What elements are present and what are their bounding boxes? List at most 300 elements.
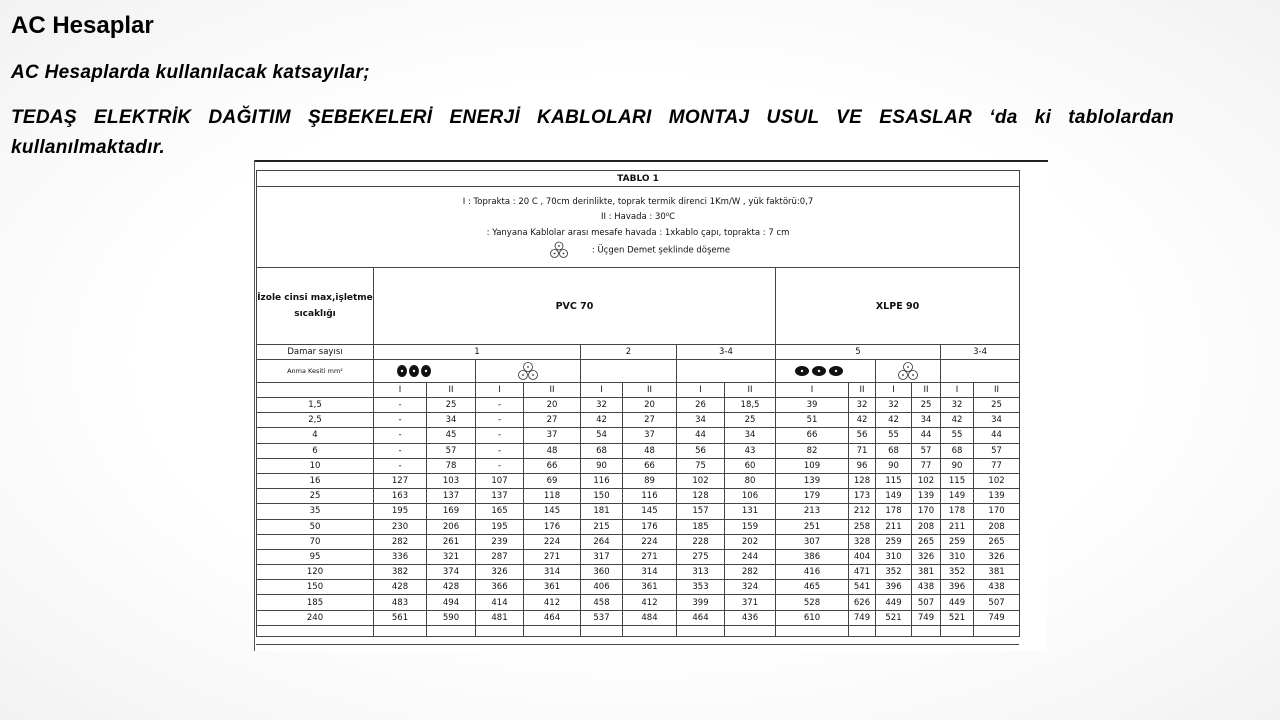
empty-cell [374, 625, 427, 636]
trefoil-cable-cell [876, 360, 941, 383]
table-row [257, 458, 1020, 473]
flat-three-cable-icon [396, 363, 436, 379]
table-row [257, 413, 1020, 428]
table-cell: 82 [776, 443, 849, 458]
table-cell: 386 [776, 549, 849, 564]
table-cell: 428 [427, 580, 476, 595]
empty-cell [941, 360, 1020, 383]
table-cell: 66 [524, 458, 581, 473]
flat-three-cable-icon [794, 364, 844, 378]
table-cell: 170 [912, 504, 941, 519]
table-cell: 438 [912, 580, 941, 595]
table-cell: 32 [941, 398, 974, 413]
table-cell: 176 [524, 519, 581, 534]
table-cell: 352 [876, 565, 912, 580]
table-cell: 195 [374, 504, 427, 519]
top-rule [255, 160, 1048, 162]
table-cell: 51 [776, 413, 849, 428]
table-cell: 366 [476, 580, 524, 595]
table-cell: 137 [476, 489, 524, 504]
trefoil-cable-icon [546, 241, 572, 259]
table-cell: 416 [776, 565, 849, 580]
table-cell: 115 [876, 473, 912, 488]
cross-section-cell: 120 [257, 565, 374, 580]
table-cell: 428 [374, 580, 427, 595]
xlpe-group-header: XLPE 90 [776, 268, 1020, 345]
slide-body-text: TEDAŞ ELEKTRİK DAĞITIM ŞEBEKELERİ ENERJİ KABLOLARI MONTAJ USUL VE ESASLAR ‘da ki tablolardan kullanılmaktadır. [11, 107, 1174, 158]
note-trefoil: : Üçgen Demet şeklinde döşeme [257, 241, 1019, 259]
table-cell: 336 [374, 549, 427, 564]
table-cell: 56 [849, 428, 876, 443]
table-cell: 314 [524, 565, 581, 580]
table-cell: 109 [776, 458, 849, 473]
table-cell: 412 [623, 595, 677, 610]
slide-title: AC Hesaplar [11, 12, 154, 39]
table-cell: 352 [941, 565, 974, 580]
table-row [257, 428, 1020, 443]
subheader-cell: II [849, 383, 876, 398]
subheader-cell: I [776, 383, 849, 398]
table-cell: 43 [725, 443, 776, 458]
table-cell: 178 [941, 504, 974, 519]
table-cell: 107 [476, 473, 524, 488]
table-header-row [257, 268, 1020, 345]
empty-cell [677, 625, 725, 636]
cross-section-cell: 10 [257, 458, 374, 473]
table-cell: 313 [677, 565, 725, 580]
table-cell: - [374, 428, 427, 443]
table-cell: 54 [581, 428, 623, 443]
table-cell: 149 [941, 489, 974, 504]
table-row [257, 519, 1020, 534]
empty-cell [524, 625, 581, 636]
table-cell: 176 [623, 519, 677, 534]
table-row [257, 565, 1020, 580]
subheader-cell: II [524, 383, 581, 398]
cross-section-cell: 2,5 [257, 413, 374, 428]
table-cell: 57 [974, 443, 1020, 458]
table-cell: 749 [912, 610, 941, 625]
table-cell: 45 [427, 428, 476, 443]
table-cell: 215 [581, 519, 623, 534]
empty-cell [581, 360, 677, 383]
table-cell: 179 [776, 489, 849, 504]
table-cell: 32 [849, 398, 876, 413]
table-cell: - [374, 413, 427, 428]
table-cell: 89 [623, 473, 677, 488]
table-cell: - [476, 398, 524, 413]
flat-cable-cell [776, 360, 876, 383]
table-cell: 75 [677, 458, 725, 473]
bottom-rule [256, 644, 1019, 645]
table-cell: 42 [876, 413, 912, 428]
table-cell: 103 [427, 473, 476, 488]
table-cell: 282 [374, 534, 427, 549]
table-row [257, 580, 1020, 595]
table-cell: 37 [524, 428, 581, 443]
table-cell: 449 [941, 595, 974, 610]
table-cell: 145 [524, 504, 581, 519]
table-row [257, 534, 1020, 549]
table-cell: 449 [876, 595, 912, 610]
table-row [257, 595, 1020, 610]
table-cell: 265 [974, 534, 1020, 549]
note-side-by-side: : Yanyana Kablolar arası mesafe havada : 1xkablo çapı, toprakta : 7 cm [486, 227, 790, 238]
table-cell: 131 [725, 504, 776, 519]
table-cell: 169 [427, 504, 476, 519]
table-cell: 324 [725, 580, 776, 595]
table-row [257, 443, 1020, 458]
table-cell: 44 [677, 428, 725, 443]
table-cell: 149 [876, 489, 912, 504]
table-cell: 230 [374, 519, 427, 534]
table-cell: 25 [725, 413, 776, 428]
table-cell: 265 [912, 534, 941, 549]
table-cell: 25 [974, 398, 1020, 413]
table-cell: 77 [912, 458, 941, 473]
table-cell: 116 [623, 489, 677, 504]
subheader-cell: I [374, 383, 427, 398]
table-cell: 326 [476, 565, 524, 580]
table-title: TABLO 1 [257, 171, 1020, 187]
table-cell: 25 [912, 398, 941, 413]
table-cell: 406 [581, 580, 623, 595]
table-cell: 32 [876, 398, 912, 413]
table-cell: 396 [876, 580, 912, 595]
empty-cell [257, 625, 374, 636]
table-cell: 202 [725, 534, 776, 549]
table-cell: 68 [876, 443, 912, 458]
table-cell: 32 [581, 398, 623, 413]
table-cell: 34 [427, 413, 476, 428]
empty-cell [623, 625, 677, 636]
table-cell: 361 [524, 580, 581, 595]
empty-cell [941, 625, 974, 636]
table-cell: 212 [849, 504, 876, 519]
table-cell: 224 [623, 534, 677, 549]
table-cell: 412 [524, 595, 581, 610]
table-cell: - [476, 428, 524, 443]
table-cell: - [374, 458, 427, 473]
table-cell: 78 [427, 458, 476, 473]
table-cell: 258 [849, 519, 876, 534]
table-cell: 102 [677, 473, 725, 488]
table-cell: 55 [876, 428, 912, 443]
table-cell: 139 [776, 473, 849, 488]
empty-row [257, 625, 1020, 636]
table-cell: 310 [876, 549, 912, 564]
table-cell: 239 [476, 534, 524, 549]
cable-table-image [254, 160, 1047, 651]
cross-section-cell: 25 [257, 489, 374, 504]
subheader-cell: I [476, 383, 524, 398]
table-cell: - [374, 398, 427, 413]
table-cell: 561 [374, 610, 427, 625]
table-cell: 90 [581, 458, 623, 473]
table-cell: 57 [427, 443, 476, 458]
table-cell: 507 [912, 595, 941, 610]
table-cell: 68 [941, 443, 974, 458]
table-cell: 42 [581, 413, 623, 428]
table-cell: 521 [876, 610, 912, 625]
table-cell: 137 [427, 489, 476, 504]
pvc-group-header: PVC 70 [374, 268, 776, 345]
table-cell: 438 [974, 580, 1020, 595]
table-cell: 610 [776, 610, 849, 625]
table-cell: 139 [974, 489, 1020, 504]
table-cell: 27 [524, 413, 581, 428]
cross-section-cell: 16 [257, 473, 374, 488]
subheader-cell: II [974, 383, 1020, 398]
empty-cell [876, 625, 912, 636]
slide-subtitle: AC Hesaplarda kullanılacak katsayılar; [11, 62, 370, 83]
damar-label: Damar sayısı [257, 345, 374, 360]
table-cell: 178 [876, 504, 912, 519]
subheader-cell: II [912, 383, 941, 398]
cross-section-cell: 240 [257, 610, 374, 625]
table-cell: 507 [974, 595, 1020, 610]
anma-row [257, 360, 1020, 383]
table-cell: 66 [623, 458, 677, 473]
table-cell: 42 [941, 413, 974, 428]
table-cell: 34 [677, 413, 725, 428]
table-cell: 537 [581, 610, 623, 625]
cross-section-cell: 185 [257, 595, 374, 610]
table-cell: 414 [476, 595, 524, 610]
flat-cable-cell [374, 360, 476, 383]
cross-section-cell: 95 [257, 549, 374, 564]
table-cell: 159 [725, 519, 776, 534]
table-cell: - [476, 443, 524, 458]
empty-cell [476, 625, 524, 636]
table-cell: 25 [427, 398, 476, 413]
table-cell: 317 [581, 549, 623, 564]
table-cell: 371 [725, 595, 776, 610]
table-cell: 150 [581, 489, 623, 504]
subheader-cell: I [581, 383, 623, 398]
anma-label: Anma Kesiti mm² [257, 360, 374, 383]
table-cell: 749 [849, 610, 876, 625]
cross-section-cell: 6 [257, 443, 374, 458]
subheader-cell: II [623, 383, 677, 398]
table-cell: 165 [476, 504, 524, 519]
subheader-cell: I [876, 383, 912, 398]
table-cell: 106 [725, 489, 776, 504]
table-cell: 626 [849, 595, 876, 610]
table-cell: - [374, 443, 427, 458]
cross-section-cell: 35 [257, 504, 374, 519]
table-cell: 259 [876, 534, 912, 549]
table-cell: 321 [427, 549, 476, 564]
table-cell: 483 [374, 595, 427, 610]
table-cell: 27 [623, 413, 677, 428]
table-cell: 471 [849, 565, 876, 580]
table-cell: 145 [623, 504, 677, 519]
table-cell: 328 [849, 534, 876, 549]
table-cell: 39 [776, 398, 849, 413]
table-cell: 185 [677, 519, 725, 534]
table-cell: 18,5 [725, 398, 776, 413]
table-cell: 521 [941, 610, 974, 625]
table-cell: 170 [974, 504, 1020, 519]
table-cell: 208 [912, 519, 941, 534]
subheader-cell: I [941, 383, 974, 398]
table-cell: 34 [912, 413, 941, 428]
table-cell: 206 [427, 519, 476, 534]
table-cell: 528 [776, 595, 849, 610]
table-cell: 282 [725, 565, 776, 580]
table-cell: 264 [581, 534, 623, 549]
table-title-row [257, 171, 1020, 187]
table-cell: 71 [849, 443, 876, 458]
trefoil-cable-icon [895, 361, 921, 381]
cross-section-cell: 1,5 [257, 398, 374, 413]
table-cell: 326 [912, 549, 941, 564]
table-cell: 381 [912, 565, 941, 580]
table-cell: 55 [941, 428, 974, 443]
table-cell: 44 [912, 428, 941, 443]
cross-section-cell: 70 [257, 534, 374, 549]
table-row [257, 473, 1020, 488]
table-cell: 128 [677, 489, 725, 504]
table-cell: 484 [623, 610, 677, 625]
table-cell: 60 [725, 458, 776, 473]
damar-value: 2 [581, 345, 677, 360]
empty-cell [725, 625, 776, 636]
table-cell: 102 [912, 473, 941, 488]
table-cell: 57 [912, 443, 941, 458]
table-cell: 173 [849, 489, 876, 504]
table-cell: 396 [941, 580, 974, 595]
trefoil-cable-cell [476, 360, 581, 383]
table-cell: 307 [776, 534, 849, 549]
table-cell: 458 [581, 595, 623, 610]
table-cell: 128 [849, 473, 876, 488]
table-cell: 90 [876, 458, 912, 473]
table-cell: 69 [524, 473, 581, 488]
cross-section-cell: 150 [257, 580, 374, 595]
table-cell: 271 [524, 549, 581, 564]
table-row [257, 504, 1020, 519]
table-cell: 90 [941, 458, 974, 473]
table-cell: 20 [524, 398, 581, 413]
cross-section-cell: 50 [257, 519, 374, 534]
table-cell: 374 [427, 565, 476, 580]
table-cell: 465 [776, 580, 849, 595]
table-cell: 77 [974, 458, 1020, 473]
table-cell: 116 [581, 473, 623, 488]
table-cell: 326 [974, 549, 1020, 564]
table-cell: 157 [677, 504, 725, 519]
damar-value: 3-4 [677, 345, 776, 360]
table-cell: 118 [524, 489, 581, 504]
table-cell: 68 [581, 443, 623, 458]
table-cell: 34 [974, 413, 1020, 428]
table-cell: 208 [974, 519, 1020, 534]
note-soil: I : Toprakta : 20 C , 70cm derinlikte, toprak termik direnci 1Km/W , yük faktörü:0,7 [462, 196, 814, 207]
trefoil-cable-icon [515, 361, 541, 381]
table-cell: 224 [524, 534, 581, 549]
empty-cell [974, 625, 1020, 636]
table-cell: 382 [374, 565, 427, 580]
table-cell: 464 [524, 610, 581, 625]
empty-cell [677, 360, 776, 383]
table-cell: 96 [849, 458, 876, 473]
table-cell: 26 [677, 398, 725, 413]
empty-cell [912, 625, 941, 636]
table-row [257, 489, 1020, 504]
table-cell: 244 [725, 549, 776, 564]
table-cell: 541 [849, 580, 876, 595]
table-notes [257, 187, 1020, 268]
empty-cell [257, 383, 374, 398]
table-cell: 48 [623, 443, 677, 458]
table-cell: 195 [476, 519, 524, 534]
cable-capacity-table [256, 170, 1020, 637]
subheader-cell: II [427, 383, 476, 398]
table-cell: 228 [677, 534, 725, 549]
table-cell: 271 [623, 549, 677, 564]
table-cell: 259 [941, 534, 974, 549]
table-cell: 275 [677, 549, 725, 564]
table-cell: 102 [974, 473, 1020, 488]
empty-cell [581, 625, 623, 636]
subheader-row [257, 383, 1020, 398]
table-cell: 181 [581, 504, 623, 519]
table-cell: 464 [677, 610, 725, 625]
insulation-header: İzole cinsi max,işletme sıcaklığı [257, 268, 374, 345]
table-cell: 139 [912, 489, 941, 504]
table-cell: - [476, 458, 524, 473]
empty-cell [776, 625, 849, 636]
table-row [257, 549, 1020, 564]
empty-cell [427, 625, 476, 636]
table-cell: 115 [941, 473, 974, 488]
table-cell: 436 [725, 610, 776, 625]
table-cell: 211 [941, 519, 974, 534]
table-cell: 590 [427, 610, 476, 625]
table-cell: 34 [725, 428, 776, 443]
empty-cell [849, 625, 876, 636]
table-cell: 251 [776, 519, 849, 534]
table-cell: 44 [974, 428, 1020, 443]
cross-section-cell: 4 [257, 428, 374, 443]
damar-row [257, 345, 1020, 360]
table-cell: - [476, 413, 524, 428]
table-cell: 66 [776, 428, 849, 443]
table-cell: 56 [677, 443, 725, 458]
table-notes-row [257, 187, 1020, 268]
table-cell: 353 [677, 580, 725, 595]
table-cell: 287 [476, 549, 524, 564]
table-cell: 361 [623, 580, 677, 595]
table-cell: 127 [374, 473, 427, 488]
table-row [257, 398, 1020, 413]
table-cell: 163 [374, 489, 427, 504]
table-cell: 399 [677, 595, 725, 610]
damar-value: 1 [374, 345, 581, 360]
table-cell: 48 [524, 443, 581, 458]
table-cell: 211 [876, 519, 912, 534]
table-cell: 314 [623, 565, 677, 580]
table-cell: 80 [725, 473, 776, 488]
subheader-cell: I [677, 383, 725, 398]
table-cell: 37 [623, 428, 677, 443]
table-cell: 749 [974, 610, 1020, 625]
table-cell: 360 [581, 565, 623, 580]
table-cell: 20 [623, 398, 677, 413]
subheader-cell: II [725, 383, 776, 398]
